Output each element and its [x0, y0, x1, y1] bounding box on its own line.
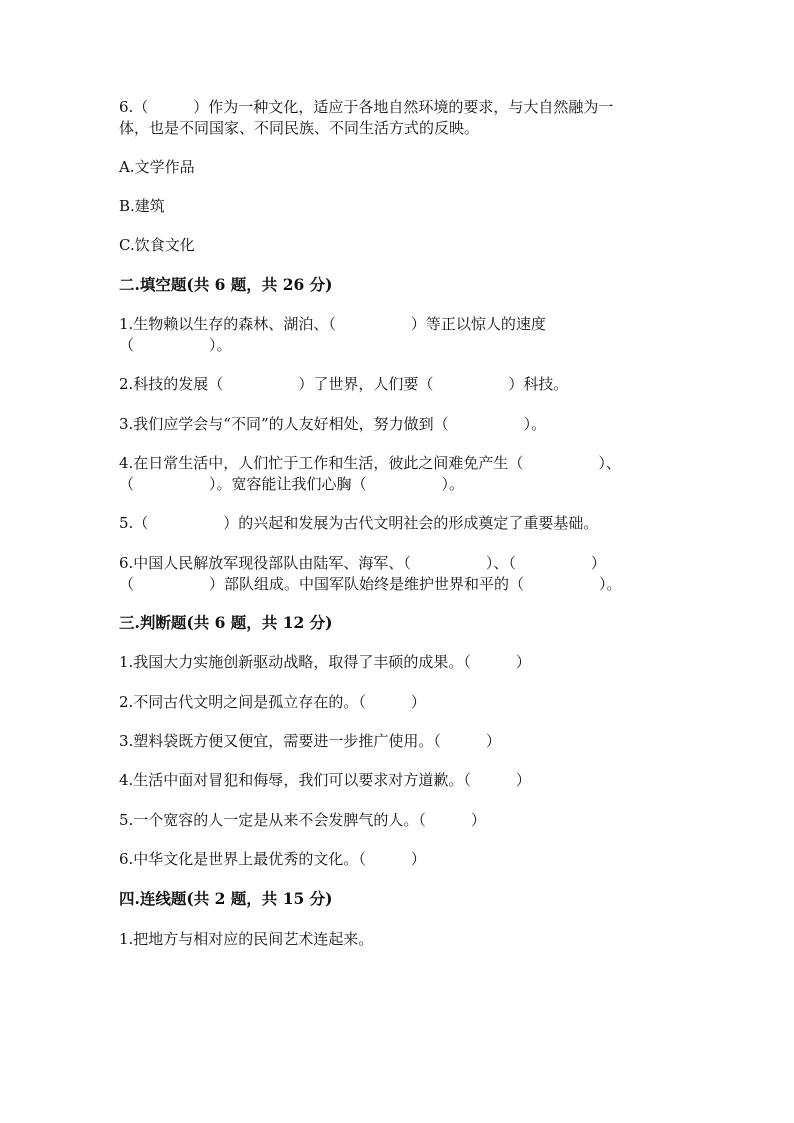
section-heading-fill-in: 二.填空题(共 6 题，共 26 分) — [119, 275, 333, 294]
judge-question-6: 6.中华文化是世界上最优秀的文化。（ ） — [119, 850, 426, 868]
fill-question-1-line-1: 1.生物赖以生存的森林、湖泊、（ ）等正以惊人的速度 — [119, 315, 546, 333]
judge-question-3: 3.塑料袋既方便又便宜，需要进一步推广使用。（ ） — [119, 732, 501, 750]
fill-question-4-line-1: 4.在日常生活中，人们忙于工作和生活，彼此之间难免产生（ ）、 — [119, 454, 621, 472]
fill-question-2: 2.科技的发展（ ）了世界，人们要（ ）科技。 — [119, 375, 569, 393]
judge-question-5: 5.一个宽容的人一定是从来不会发脾气的人。（ ） — [119, 811, 486, 829]
fill-question-6-line-2: （ ）部队组成。中国军队始终是维护世界和平的（ ）。 — [119, 575, 622, 593]
question-6-text-line-1: 6.（ ）作为一种文化，适应于各地自然环境的要求，与大自然融为一 — [119, 98, 614, 116]
judge-question-2: 2.不同古代文明之间是孤立存在的。（ ） — [119, 693, 426, 711]
option-b: B.建筑 — [119, 197, 165, 215]
option-c: C.饮食文化 — [119, 236, 195, 254]
option-a: A.文学作品 — [119, 158, 195, 176]
fill-question-6-line-1: 6.中国人民解放军现役部队由陆军、海军、（ ）、（ ） — [119, 554, 606, 572]
fill-question-1-line-2: （ ）。 — [119, 336, 232, 354]
fill-question-5: 5.（ ）的兴起和发展为古代文明社会的形成奠定了重要基础。 — [119, 514, 599, 532]
fill-question-4-line-2: （ ）。宽容能让我们心胸（ ）。 — [119, 475, 465, 493]
section-heading-matching: 四.连线题(共 2 题，共 15 分) — [119, 889, 333, 908]
judge-question-4: 4.生活中面对冒犯和侮辱，我们可以要求对方道歉。（ ） — [119, 771, 531, 789]
question-6-text-line-2: 体，也是不同国家、不同民族、不同生活方式的反映。 — [119, 119, 480, 137]
fill-question-3: 3.我们应学会与“不同”的人友好相处，努力做到（ ）。 — [119, 415, 547, 433]
section-heading-true-false: 三.判断题(共 6 题，共 12 分) — [119, 613, 333, 632]
judge-question-1: 1.我国大力实施创新驱动战略，取得了丰硕的成果。（ ） — [119, 653, 531, 671]
match-question-1: 1.把地方与相对应的民间艺术连起来。 — [119, 930, 374, 948]
